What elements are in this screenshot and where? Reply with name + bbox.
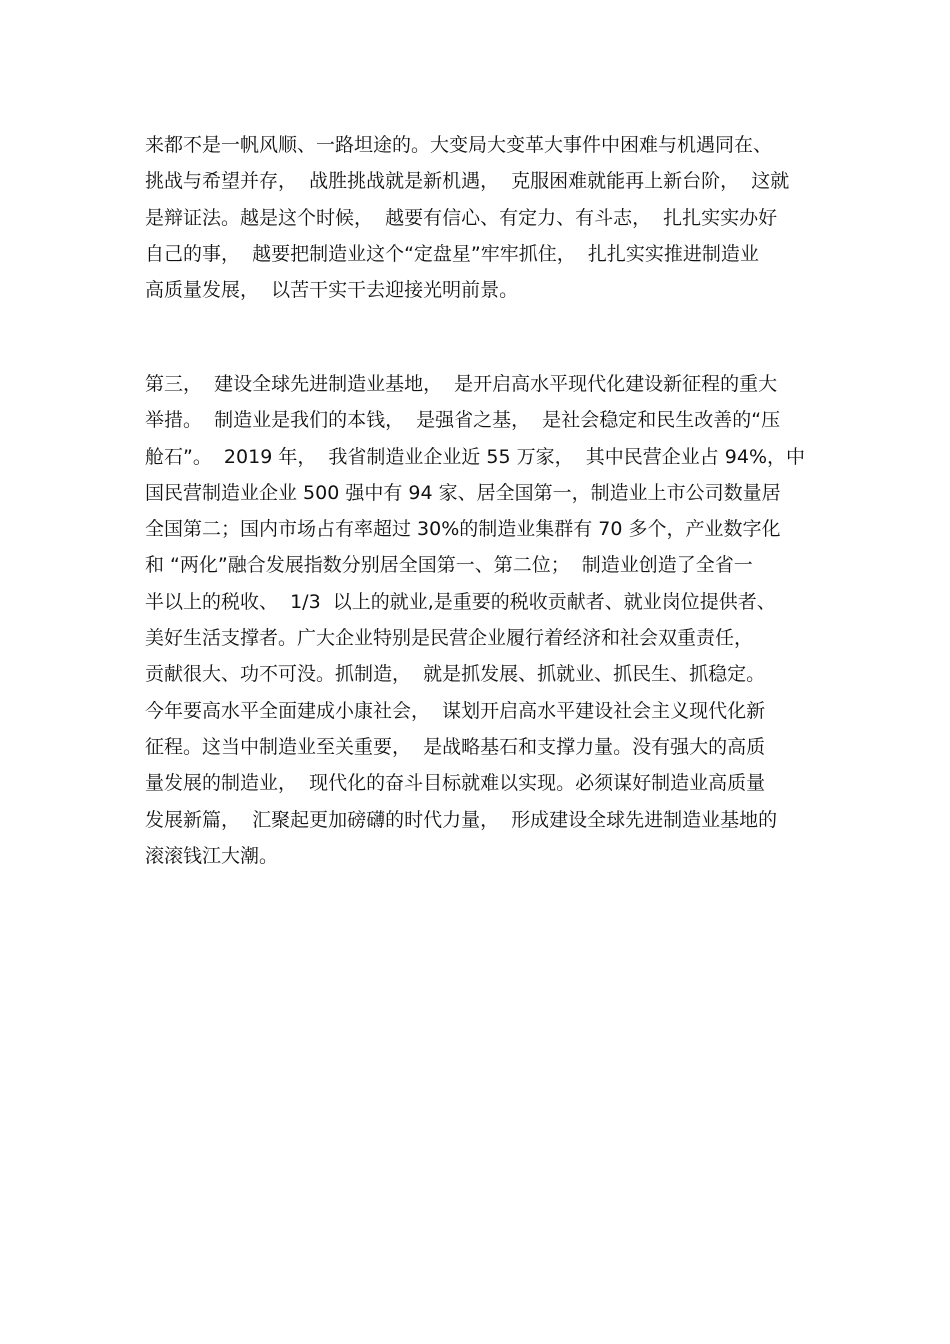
- paragraph-line: 和 “两化”融合发展指数分别居全国第一、第二位； 制造业创造了全省一: [145, 554, 753, 577]
- paragraph-line: 发展新篇， 汇聚起更加磅礴的时代力量， 形成建设全球先进制造业基地的: [145, 808, 778, 831]
- paragraph-line: 挑战与希望并存， 战胜挑战就是新机遇， 克服困难就能再上新台阶， 这就: [145, 170, 790, 193]
- paragraph-line: 自己的事， 越要把制造业这个“定盘星”牢牢抓住， 扎扎实实推进制造业: [145, 242, 759, 265]
- paragraph-line: 美好生活支撑者。广大企业特别是民营企业履行着经济和社会双重责任，: [145, 627, 754, 650]
- paragraph-line: 今年要高水平全面建成小康社会， 谋划开启高水平建设社会主义现代化新: [145, 699, 766, 722]
- paragraph-line: 量发展的制造业， 现代化的奋斗目标就难以实现。必须谋好制造业高质量: [145, 772, 766, 795]
- paragraph-line: 国民营制造业企业 500 强中有 94 家、居全国第一，制造业上市公司数量居: [145, 481, 781, 504]
- paragraph-line: 滚滚钱江大潮。: [145, 844, 279, 867]
- paragraph-line: 舱石”。 2019 年， 我省制造业企业近 55 万家， 其中民营企业占 94%，中: [145, 445, 806, 468]
- paragraph-line: 举措。 制造业是我们的本钱， 是强省之基， 是社会稳定和民生改善的“压: [145, 409, 781, 432]
- paragraph-line: 贡献很大、功不可没。抓制造， 就是抓发展、抓就业、抓民生、抓稳定。: [145, 663, 766, 686]
- paragraph-line: 第三， 建设全球先进制造业基地， 是开启高水平现代化建设新征程的重大: [145, 373, 778, 395]
- paragraph-line: 是辩证法。越是这个时候， 越要有信心、有定力、有斗志， 扎扎实实办好: [145, 206, 778, 229]
- body-paragraph-1: [145, 127, 807, 308]
- paragraph-line: 全国第二；国内市场占有率超过 30%的制造业集群有 70 多个，产业数字化: [145, 518, 781, 541]
- paragraph-line: 半以上的税收、 1/3 以上的就业,是重要的税收贡献者、就业岗位提供者、: [145, 590, 776, 613]
- paragraph-line: 高质量发展， 以苦干实干去迎接光明前景。: [145, 279, 519, 302]
- body-paragraph-2: [145, 366, 807, 874]
- paragraph-line: 征程。这当中制造业至关重要， 是战略基石和支撑力量。没有强大的高质: [145, 735, 766, 758]
- paragraph-line: 来都不是一帆风顺、一路坦途的。大变局大变革大事件中困难与机遇同在、: [145, 134, 773, 156]
